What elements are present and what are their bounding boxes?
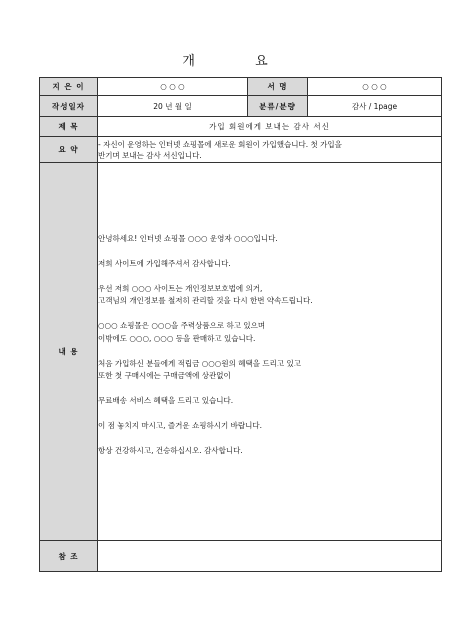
content-line: 항상 건강하시고, 건승하십시오. 감사합니다. bbox=[98, 446, 243, 456]
content-line: 우선 저희 ○○○ 사이트는 개인정보보호법에 의거, bbox=[98, 283, 263, 293]
summary-value[interactable] bbox=[98, 137, 442, 163]
row-date bbox=[40, 96, 442, 117]
subject-label: 제 목 bbox=[40, 117, 98, 137]
content-line: 이밖에도 ○○○, ○○○ 등을 판매하고 있습니다. bbox=[98, 333, 256, 343]
summary-line: 반기며 보내는 감사 서신입니다. bbox=[98, 150, 202, 160]
summary-line: - 자신이 운영하는 인터넷 쇼핑몰에 새로운 회원이 가입했습니다. 첫 가입을 bbox=[98, 139, 342, 149]
date-label: 작성일자 bbox=[40, 96, 98, 117]
content-paragraph bbox=[98, 395, 441, 408]
content-paragraph bbox=[98, 358, 441, 383]
content-line: 저희 사이트에 가입해주셔서 감사합니다. bbox=[98, 258, 231, 268]
content-paragraph bbox=[98, 258, 441, 271]
content-line: 또한 첫 구매시에는 구매금액에 상관없이 bbox=[98, 371, 231, 381]
category-value[interactable]: 감사 / 1page bbox=[308, 96, 442, 117]
row-content bbox=[40, 163, 442, 541]
content-paragraph bbox=[98, 233, 441, 246]
row-author bbox=[40, 78, 442, 96]
signature-value[interactable]: ○ ○ ○ bbox=[308, 78, 442, 96]
content-body[interactable] bbox=[98, 163, 442, 541]
row-reference bbox=[40, 541, 442, 572]
content-line: 무료배송 서비스 혜택을 드리고 있습니다. bbox=[98, 396, 234, 406]
page-title: 개 요 bbox=[182, 54, 296, 69]
author-value[interactable]: ○ ○ ○ bbox=[98, 78, 248, 96]
reference-value[interactable] bbox=[98, 541, 442, 572]
signature-label: 서 명 bbox=[248, 78, 308, 96]
content-line: 고객님의 개인정보를 철저히 관리할 것을 다시 한번 약속드립니다. bbox=[98, 296, 313, 306]
content-paragraph bbox=[98, 283, 441, 308]
row-summary bbox=[40, 137, 442, 163]
subject-value[interactable]: 가입 회원에게 보내는 감사 서신 bbox=[98, 117, 442, 137]
summary-form-table bbox=[39, 77, 442, 572]
category-label: 분류/분량 bbox=[248, 96, 308, 117]
author-label: 지 은 이 bbox=[40, 78, 98, 96]
content-line: 처음 가입하신 분들에게 적립금 ○○○원의 혜택을 드리고 있고 bbox=[98, 358, 301, 368]
date-value[interactable]: 20 년 월 일 bbox=[98, 96, 248, 117]
content-paragraph bbox=[98, 420, 441, 433]
content-line: 이 점 놓치지 마시고, 즐거운 쇼핑하시기 바랍니다. bbox=[98, 421, 262, 431]
reference-label: 참 조 bbox=[40, 541, 98, 572]
content-paragraph bbox=[98, 320, 441, 345]
summary-label: 요 약 bbox=[40, 137, 98, 163]
content-paragraph bbox=[98, 445, 441, 458]
content-line: 안녕하세요! 인터넷 쇼핑몰 ○○○ 운영자 ○○○입니다. bbox=[98, 233, 278, 243]
row-subject bbox=[40, 117, 442, 137]
content-label: 내 용 bbox=[40, 163, 98, 541]
content-line: ○○○ 쇼핑몰은 ○○○을 주력상품으로 하고 있으며 bbox=[98, 321, 266, 331]
